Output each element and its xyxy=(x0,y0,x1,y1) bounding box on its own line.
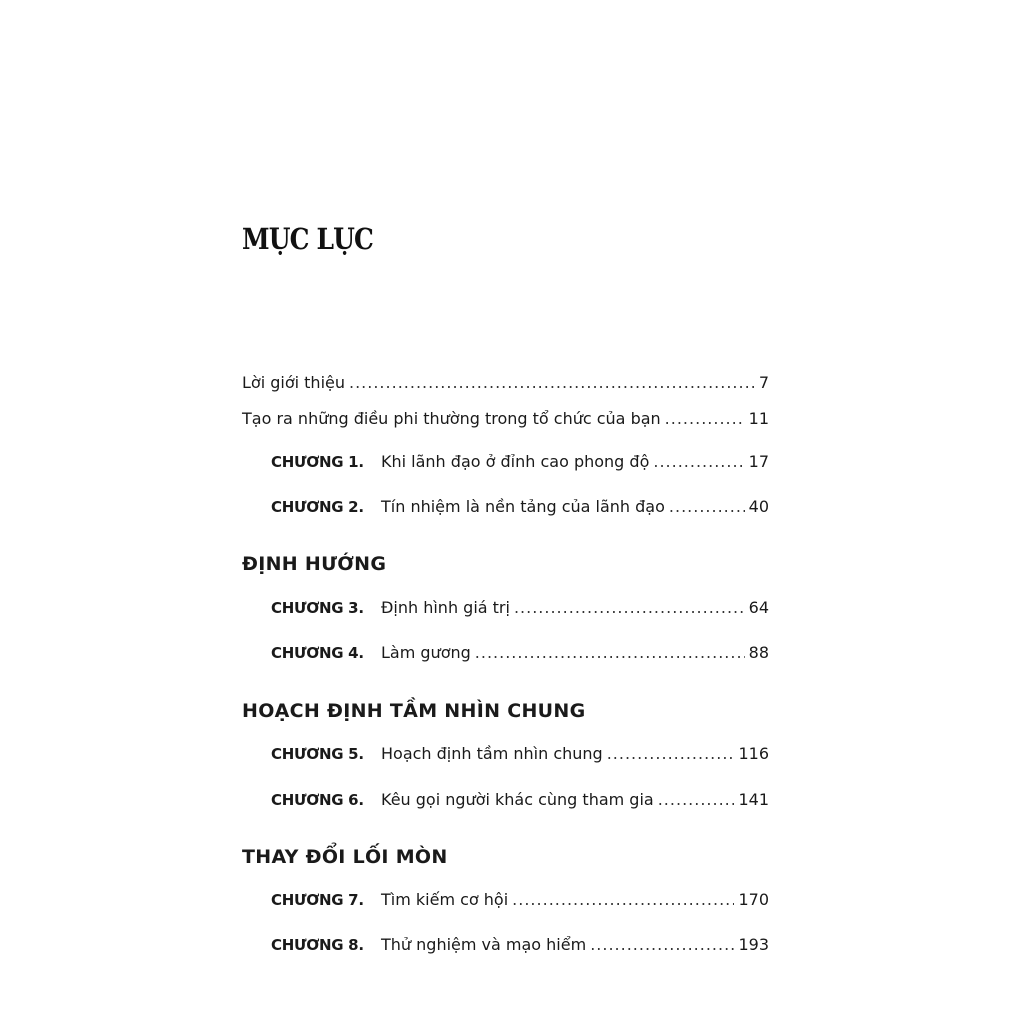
entry-title: Tín nhiệm là nền tảng của lãnh đạo xyxy=(381,497,665,516)
entry-title: Thử nghiệm và mạo hiểm xyxy=(381,935,587,954)
toc-entry-chapter-6[interactable] xyxy=(271,788,769,812)
dot-leader xyxy=(514,596,745,620)
dot-leader xyxy=(665,407,745,431)
toc-entry-chapter-3[interactable] xyxy=(271,596,769,620)
entry-title: Khi lãnh đạo ở đỉnh cao phong độ xyxy=(381,452,650,471)
chapter-label: CHƯƠNG 6. xyxy=(271,791,364,809)
toc-entry-chapter-1[interactable] xyxy=(271,450,769,474)
entry-title: Kêu gọi người khác cùng tham gia xyxy=(381,790,654,809)
chapter-label: CHƯƠNG 7. xyxy=(271,891,364,909)
dot-leader xyxy=(475,641,745,665)
page-number: 17 xyxy=(748,452,769,471)
page-number: 88 xyxy=(748,643,769,662)
dot-leader xyxy=(669,495,745,519)
page-number: 116 xyxy=(738,744,769,763)
entry-title: Lời giới thiệu xyxy=(242,373,345,392)
toc-entry-chapter-7[interactable] xyxy=(271,888,769,912)
entry-title: Tạo ra những điều phi thường trong tổ chức của bạn xyxy=(242,409,661,428)
entry-title: Định hình giá trị xyxy=(381,598,510,617)
dot-leader xyxy=(512,888,734,912)
dot-leader xyxy=(658,788,735,812)
toc-entry-chapter-2[interactable] xyxy=(271,495,769,519)
entry-title: Tìm kiếm cơ hội xyxy=(381,890,509,909)
chapter-label: CHƯƠNG 3. xyxy=(271,599,364,617)
page-number: 7 xyxy=(758,373,769,392)
toc-entry-prologue[interactable] xyxy=(242,407,769,431)
chapter-label: CHƯƠNG 8. xyxy=(271,936,364,954)
toc-entry-chapter-4[interactable] xyxy=(271,641,769,665)
page-number: 170 xyxy=(738,890,769,909)
page-number: 193 xyxy=(738,935,769,954)
toc-entry-intro[interactable] xyxy=(242,371,769,395)
chapter-label: CHƯƠNG 4. xyxy=(271,644,364,662)
page-number: 40 xyxy=(748,497,769,516)
dot-leader xyxy=(349,371,755,395)
entry-title: Làm gương xyxy=(381,643,471,662)
page-title: MỤC LỤC xyxy=(242,222,374,256)
dot-leader xyxy=(653,450,744,474)
entry-title: Hoạch định tầm nhìn chung xyxy=(381,744,603,763)
section-heading: THAY ĐỔI LỐI MÒN xyxy=(242,846,448,868)
page-number: 64 xyxy=(748,598,769,617)
dot-leader xyxy=(607,742,735,766)
section-heading: ĐỊNH HƯỚNG xyxy=(242,553,387,575)
dot-leader xyxy=(590,933,734,957)
toc-entry-chapter-5[interactable] xyxy=(271,742,769,766)
section-heading: HOẠCH ĐỊNH TẦM NHÌN CHUNG xyxy=(242,700,586,722)
toc-entry-chapter-8[interactable] xyxy=(271,933,769,957)
page-number: 11 xyxy=(748,409,769,428)
chapter-label: CHƯƠNG 1. xyxy=(271,453,364,471)
chapter-label: CHƯƠNG 2. xyxy=(271,498,364,516)
chapter-label: CHƯƠNG 5. xyxy=(271,745,364,763)
page-number: 141 xyxy=(738,790,769,809)
